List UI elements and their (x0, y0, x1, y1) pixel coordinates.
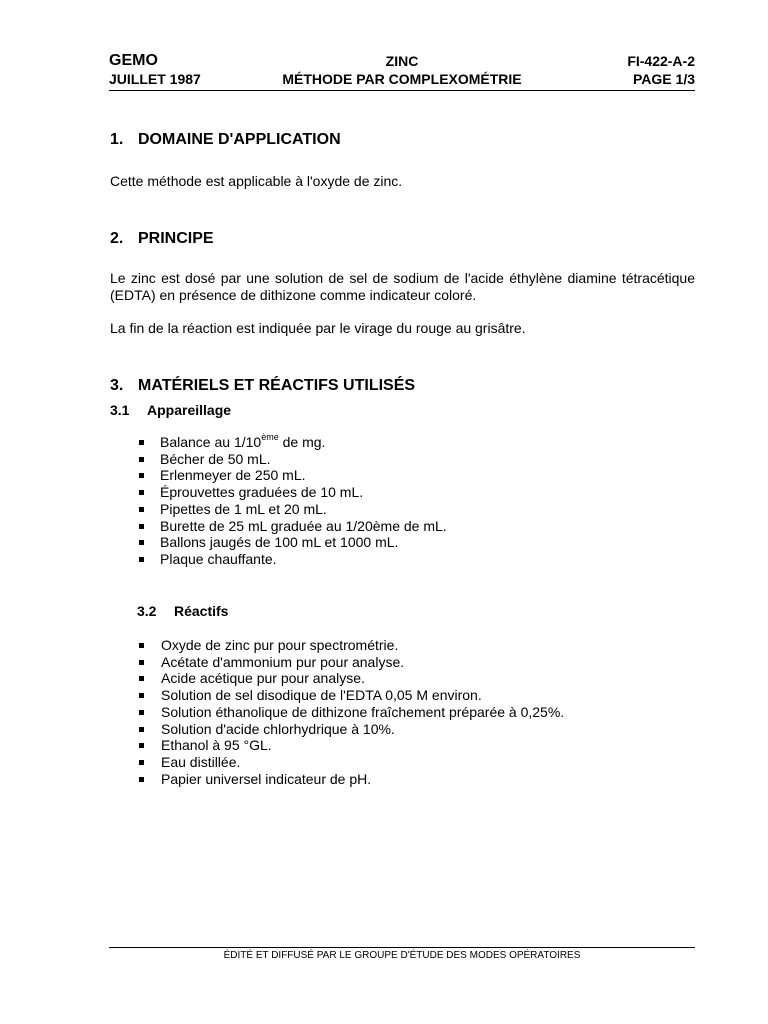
list-item-text: Acétate d'ammonium pur pour analyse. (161, 653, 405, 670)
bullet-icon (139, 490, 144, 495)
list-item-text: Erlenmeyer de 250 mL. (160, 467, 306, 484)
list-item-text: Oxyde de zinc pur pour spectrométrie. (161, 637, 399, 653)
bullet-icon (139, 440, 144, 445)
list-item (137, 704, 564, 721)
list-item (137, 434, 447, 451)
bullet-icon (139, 457, 144, 462)
list-item (137, 737, 564, 754)
bullet-icon (139, 524, 144, 529)
list-item-text: Ethanol à 95 °GL. (161, 737, 272, 754)
header-doc-id: FI-422-A-2 (627, 53, 695, 69)
list-item (137, 518, 447, 535)
list-item-text: Burette de 25 mL graduée au 1/20ème de mL. (160, 517, 447, 534)
subsection-3-2-number: 3.2 (137, 603, 157, 619)
section-3-number: 3. (110, 377, 124, 394)
header-page: PAGE 1/3 (633, 71, 695, 87)
list-item-text: Solution d'acide chlorhydrique à 10%. (161, 720, 395, 737)
section-1-title: DOMAINE D'APPLICATION (138, 131, 341, 148)
bullet-icon (139, 710, 144, 715)
list-item (137, 754, 564, 771)
section-3-heading (110, 377, 415, 395)
header-method: MÉTHODE PAR COMPLEXOMÉTRIE (282, 71, 522, 87)
list-item (137, 501, 447, 518)
bullet-icon (139, 727, 144, 732)
list-item (137, 467, 447, 484)
header-org: GEMO (109, 52, 158, 69)
list-item (137, 721, 564, 738)
bullet-icon (139, 643, 144, 648)
subsection-3-1-heading (110, 402, 231, 418)
list-item (137, 654, 564, 671)
list-item (137, 670, 564, 687)
list-item-superscript: ème (261, 432, 279, 443)
page-footer: ÉDITÉ ET DIFFUSÉ PAR LE GROUPE D'ÉTUDE DES MODES OPÉRATOIRES (223, 950, 581, 961)
section-2-title: PRINCIPE (138, 230, 214, 247)
header-rule (109, 90, 695, 91)
subsection-3-2-heading (137, 603, 228, 619)
list-item-text: Bécher de 50 mL. (160, 450, 271, 467)
list-item-text-suffix: de mg. (278, 434, 326, 450)
section-1-number: 1. (110, 131, 124, 148)
section-1-heading (110, 131, 341, 149)
list-item-text: Acide acétique pur pour analyse. (161, 670, 365, 687)
subsection-3-1-number: 3.1 (110, 402, 130, 418)
section-2-paragraph-2: La fin de la réaction est indiquée par le virage du rouge au grisâtre. (110, 320, 526, 336)
list-item (137, 771, 564, 788)
bullet-icon (139, 676, 144, 681)
section-1-text: Cette méthode est applicable à l'oxyde de zinc. (110, 173, 403, 189)
section-3-title: MATÉRIELS ET RÉACTIFS UTILISÉS (138, 377, 416, 394)
bullet-icon (139, 777, 144, 782)
list-item (137, 484, 447, 501)
appareillage-list (137, 434, 447, 568)
list-item (137, 451, 447, 468)
list-item (137, 551, 447, 568)
bullet-icon (139, 743, 144, 748)
list-item-text: Solution éthanolique de dithizone fraîchement préparée à 0,25%. (161, 703, 565, 720)
section-2-heading (110, 230, 214, 248)
section-2-number: 2. (110, 230, 124, 247)
header-date: JUILLET 1987 (109, 71, 201, 87)
list-item (137, 637, 564, 654)
list-item-text: Plaque chauffante. (160, 550, 277, 567)
list-item-text-prefix: Balance au 1/10 (160, 434, 262, 450)
list-item-text: Éprouvettes graduées de 10 mL. (160, 484, 364, 501)
bullet-icon (139, 760, 144, 765)
list-item (137, 534, 447, 551)
bullet-icon (139, 557, 144, 562)
bullet-icon (139, 660, 144, 665)
subsection-3-2-title: Réactifs (174, 603, 229, 619)
reactifs-list (137, 637, 564, 787)
bullet-icon (139, 473, 144, 478)
list-item-text: Eau distillée. (161, 753, 241, 770)
header-subject: ZINC (385, 53, 419, 69)
bullet-icon (139, 507, 144, 512)
bullet-icon (139, 540, 144, 545)
subsection-3-1-title: Appareillage (147, 402, 232, 418)
list-item (137, 687, 564, 704)
list-item-text: Papier universel indicateur de pH. (161, 770, 372, 787)
bullet-icon (139, 693, 144, 698)
list-item-text: Ballons jaugés de 100 mL et 1000 mL. (160, 534, 399, 551)
list-item-text: Solution de sel disodique de l'EDTA 0,05 M environ. (161, 687, 482, 704)
footer-rule (109, 947, 695, 948)
list-item-text: Pipettes de 1 mL et 20 mL. (160, 500, 327, 517)
section-2-paragraph-1: Le zinc est dosé par une solution de sel de sodium de l'acide éthylène diamine tétracétique (EDTA) en présence de dithizone comme indicateur coloré. (110, 270, 695, 303)
